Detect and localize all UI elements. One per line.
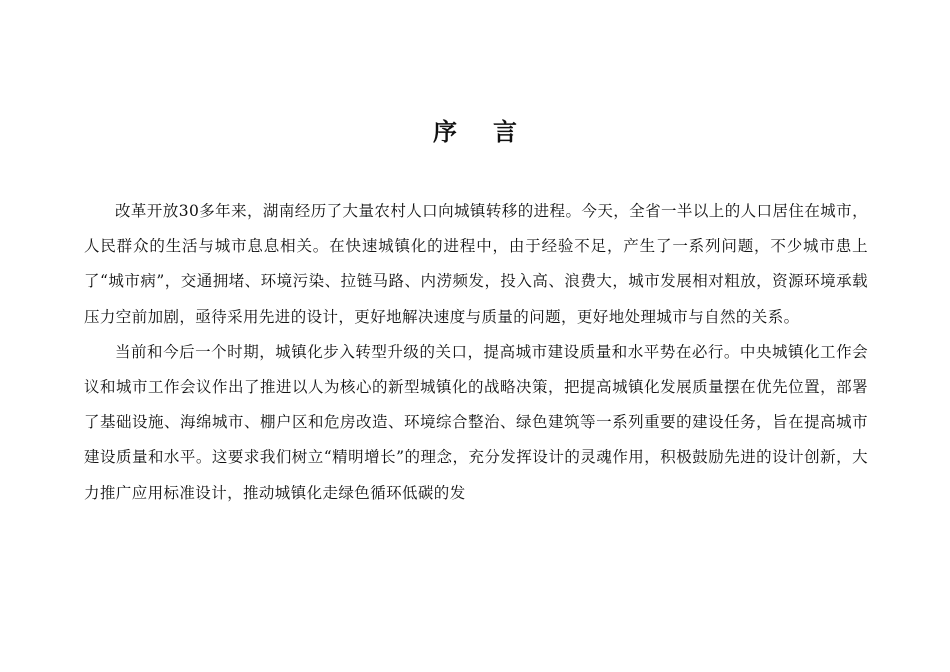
paragraph-2: 当前和今后一个时期，城镇化步入转型升级的关口，提高城市建设质量和水平势在必行。中央城镇化工作会议和城市工作会议作出了推进以人为核心的新型城镇化的战略决策，把提高城镇化发展质量摆在优先位置，部署了基础设施、海绵城市、棚户区和危房改造、环境综合整治、绿色建筑等一系列重要的建设任务，旨在提高城市建设质量和水平。这要求我们树立“精明增长”的理念，充分发挥设计的灵魂作用，积极鼓励先进的设计创新，大力推广应用标准设计，推动城镇化走绿色循环低碳的发 [84, 342, 868, 502]
paragraph-1: 改革开放30多年来，湖南经历了大量农村人口向城镇转移的进程。今天，全省一半以上的人口居住在城市，人民群众的生活与城市息息相关。在快速城镇化的进程中，由于经验不足，产生了一系列问题，不少城市患上了“城市病”，交通拥堵、环境污染、拉链马路、内涝频发，投入高、浪费大，城市发展相对粗放，资源环境承载压力空前加剧，亟待采用先进的设计，更好地解决速度与质量的问题，更好地处理城市与自然的关系。 [84, 202, 868, 326]
document-body [84, 194, 868, 511]
page-title: 序言 [433, 118, 553, 146]
